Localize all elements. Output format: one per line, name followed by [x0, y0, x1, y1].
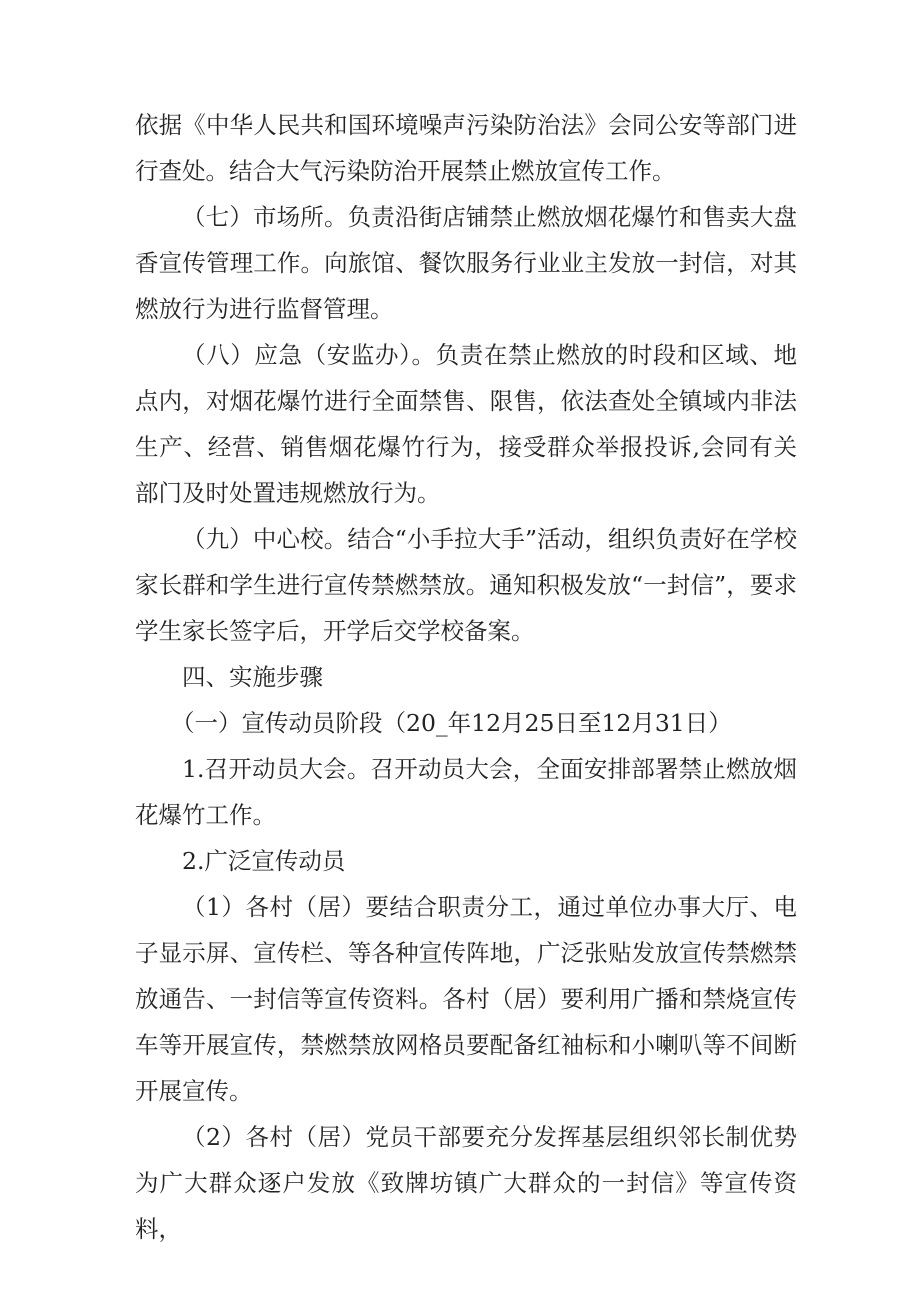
paragraph-publicity-heading: 2.广泛宣传动员: [182, 847, 346, 875]
subsection-heading-publicity-stage: （一）宣传动员阶段（20_年12月25日至12月31日）: [171, 709, 732, 737]
paragraph-central-school: （九）中心校。结合“小手拉大手”活动，组织负责好在学校家长群和学生进行宣传禁燃禁放。通知积极发放“一封信”，要求学生家长签字后，开学后交学校备案。: [135, 525, 797, 645]
paragraph-emergency-office: （八）应急（安监办）。负责在禁止燃放的时段和区域、地点内，对烟花爆竹进行全面禁售、限售，依法查处全镇域内非法生产、经营、销售烟花爆竹行为，接受群众举报投诉,会同有关部门及时处置违规燃放行为。: [135, 341, 797, 507]
paragraph-item-2: （2）各村（居）党员干部要充分发挥基层组织邻长制优势为广大群众逐户发放《致牌坊镇广大群众的一封信》等宣传资料，: [135, 1123, 797, 1243]
paragraph-market-office: （七）市场所。负责沿街店铺禁止燃放烟花爆竹和售卖大盘香宣传管理工作。向旅馆、餐饮服务行业业主发放一封信，对其燃放行为进行监督管理。: [135, 203, 797, 323]
paragraph-item-1: （1）各村（居）要结合职责分工，通过单位办事大厅、电子显示屏、宣传栏、等各种宣传阵地，广泛张贴发放宣传禁燃禁放通告、一封信等宣传资料。各村（居）要利用广播和禁烧宣传车等开展宣传，禁燃禁放网格员要配备红袖标和小喇叭等不间断开展宣传。: [135, 893, 797, 1105]
paragraph-continuation: 依据《中华人民共和国环境噪声污染防治法》会同公安等部门进行查处。结合大气污染防治开展禁止燃放宣传工作。: [135, 111, 797, 185]
section-heading-implementation: 四、实施步骤: [182, 663, 323, 691]
paragraph-mobilization-meeting: 1.召开动员大会。召开动员大会，全面安排部署禁止燃放烟花爆竹工作。: [135, 755, 797, 829]
document-body: [135, 102, 797, 1252]
